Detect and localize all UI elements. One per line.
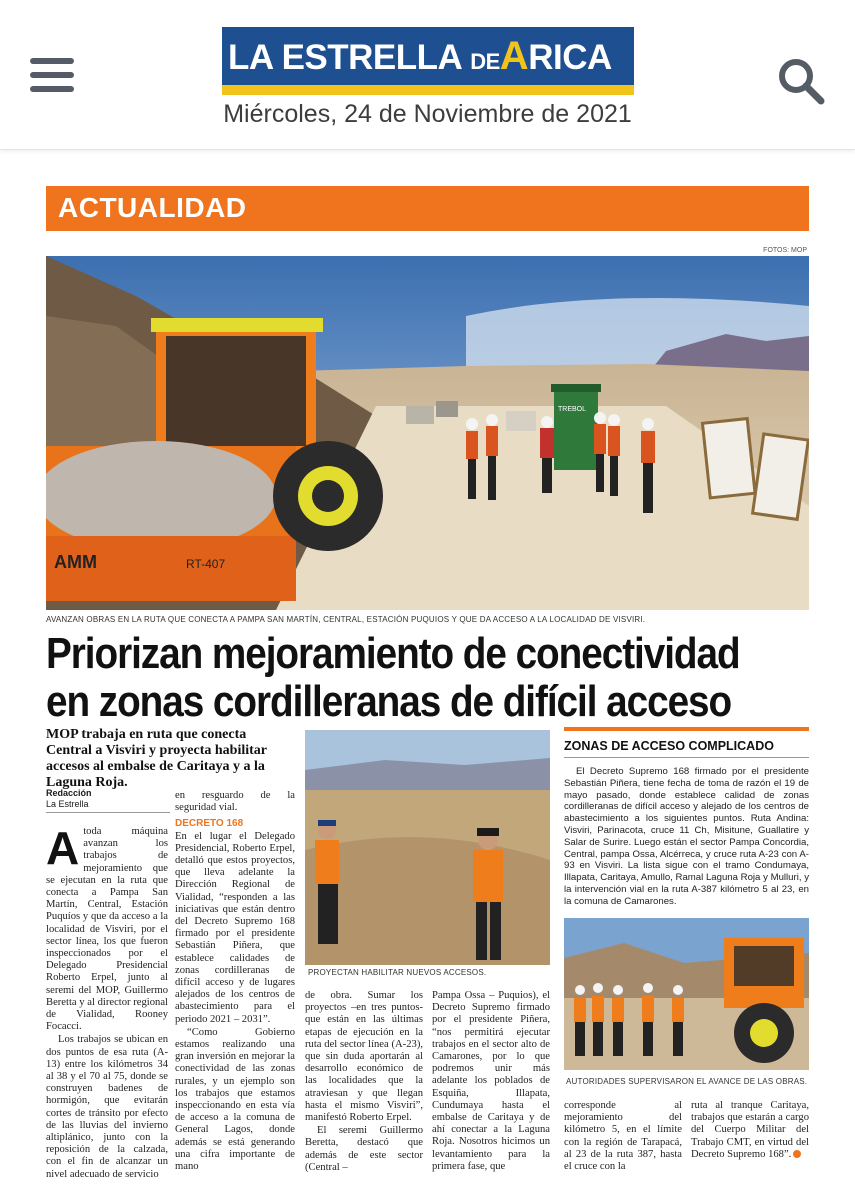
edition-date: Miércoles, 24 de Noviembre de 2021 (223, 100, 632, 128)
column-2 (175, 790, 295, 1174)
byline-outlet: La Estrella (46, 799, 89, 809)
section-label: ACTUALIDAD (58, 192, 247, 223)
byline-rule (46, 812, 170, 813)
paragraph: El Decreto Supremo 168 firmado por el presidente Sebastián Piñera, tiene fecha de toma de razón el 19 de mayo pasado, donde establece calidad de zonas cordilleranas de difícil acceso y alejado de los centros de abastecimiento a los siguientes puntos. Ruta Andina: Visviri, Parinacota, cruce 11 Ch, Misitune, Guallatire y Salar de Surire. Luego están el sector Pampa Concordia, Central, pampa Ossa, Alcérreca, y cruce ruta A-23 con A-93 en Visviri. La lista sigue con el tramo Condumaya, Illapata, Caritaya, Amullo, Ramal Laguna Roja y Mulluri, y la intervención vial en la ruta A-387 kilómetro 5 al 23, en la comuna de Camarones. (564, 766, 809, 907)
headline (46, 630, 820, 726)
headline-line-1: Priorizan mejoramiento de conectividad (46, 629, 740, 678)
search-icon[interactable] (776, 56, 826, 106)
column-6 (691, 1100, 809, 1162)
paragraph: Los trabajos se ubican en dos puntos de esa ruta (A-13) entre los kilómetros 34 al 38 y el 70 al 75, donde se construyen badenes de hormigón, que evitarán cortes de tránsito por efecto de las lluvias del invierno altiplánico, junto con la reposición de la calzada, con el fin de alcanzar un nivel adecuado de servicio (46, 1034, 168, 1180)
section-band (46, 186, 809, 231)
paragraph: corresponde al mejoramiento del kilómetro 5, en el límite con la región de Tarapacá, al 23 de la ruta 387, hasta el cruce con la (564, 1100, 682, 1173)
paragraph: En el lugar el Delegado Presidencial, Roberto Erpel, detalló que estos proyectos, que lleva adelante la Dirección Regional de Vialidad, “responden a las iniciativas que están dentro del Decreto Supremo 168 firmado por el presidente Sebastián Piñera, que establece calidades de zonas cordilleranas de difícil acceso y de lugares alejados de los centros de abastecimiento para el periodo 2021 – 2031”. (175, 830, 295, 1025)
paragraph: El seremi Guillermo Beretta, destacó que además de este sector (Central – (305, 1125, 423, 1173)
headline-line-2: en zonas cordilleranas de difícil acceso (46, 677, 732, 726)
logo-wordmark: LA ESTRELLA DEARICA (222, 27, 634, 85)
inspection-photo-caption: PROYECTAN HABILITAR NUEVOS ACCESOS. (308, 968, 487, 977)
roller-code-text: RT-407 (186, 557, 226, 571)
top-bar (0, 0, 855, 150)
column-4 (432, 990, 550, 1174)
paragraph: Atoda máquina avanzan los trabajos de mejoramiento que se ejecutan en la ruta que conecta a Pampa San Martín, Central, Estación Puquíos y que da acceso a la localidad de Visviri, por el sector línea, los que fueron inspeccionados por el Delegado Presidencial Roberto Erpel, junto al seremi del MOP, Guillermo Beretta y al director regional de Vialidad, Rooney Focacci. (46, 822, 168, 1033)
paragraph: en resguardo de la seguridad vial. (175, 790, 295, 814)
paragraph: Pampa Ossa – Puquios), el Decreto Supremo firmado por el presidente Piñera, “nos permitirá ejecutar trabajos en el sector alto de Camarones, por lo que podremos unir más adelante los poblados de Esquiña, Illapata, Cundumaya hasta el embalse de Caritaya y de ahí conectar a la Laguna Roja. Nosotros hicimos un levantamiento para la primera fase, que (432, 990, 550, 1172)
column-1 (46, 822, 168, 1182)
main-photo-caption: AVANZAN OBRAS EN LA RUTA QUE CONECTA A PAMPA SAN MARTÍN, CENTRAL, ESTACIÓN PUQUIOS Y QUE DA ACCESO A LA LOCALIDAD DE VISVIRI. (46, 615, 646, 624)
logo-stripe (222, 85, 634, 95)
hamburger-menu-icon[interactable] (30, 58, 74, 96)
sidebar-body (564, 766, 809, 908)
byline (46, 788, 92, 810)
inspection-photo (305, 730, 550, 965)
newspaper-logo[interactable] (222, 27, 634, 97)
main-photo (46, 256, 809, 610)
end-mark-icon (793, 1150, 801, 1158)
column-3 (305, 990, 423, 1175)
photo-credit: FOTOS: MOP (763, 247, 807, 254)
sidebar-rule (564, 727, 809, 731)
column-5 (564, 1100, 682, 1174)
sidebar-title-rule (564, 757, 809, 758)
sidebar-title: ZONAS DE ACCESO COMPLICADO (564, 739, 774, 753)
paragraph: ruta al tranque Caritaya, trabajos que estarán a cargo del Cuerpo Militar del Trabajo CMT, en virtud del Decreto Supremo 168”. (691, 1100, 809, 1160)
paragraph: de obra. Sumar los proyectos –en tres puntos- que están en las últimas etapas de ejecución en la ruta del sector línea (A-23), que sin duda aportarán al desarrollo económico de las localidades que la atraviesan y que llegan hasta el mismo Visviri”, manifestó Roberto Erpel. (305, 990, 423, 1124)
byline-label: Redacción (46, 788, 92, 798)
authorities-photo-caption: AUTORIDADES SUPERVISARON EL AVANCE DE LAS OBRAS. (566, 1077, 808, 1086)
subhead-decreto: DECRETO 168 (175, 818, 244, 830)
deck: MOP trabaja en ruta que conecta Central a Visviri y proyecta habilitar accesos al embalse de Caritaya y a la Laguna Roja. (46, 727, 267, 790)
truck-label: TREBOL (558, 406, 587, 413)
authorities-photo (564, 918, 809, 1070)
roller-brand-text: AMM (54, 552, 97, 572)
drop-cap: A (46, 822, 80, 874)
paragraph: “Como Gobierno estamos realizando una gran inversión en mejorar la conectividad de las zonas rurales, y un ejemplo son los trabajos que estamos inspeccionando en esta vía de acceso a la comuna de General Lagos, donde además se está generando una cifra importante de mano (175, 1026, 295, 1173)
